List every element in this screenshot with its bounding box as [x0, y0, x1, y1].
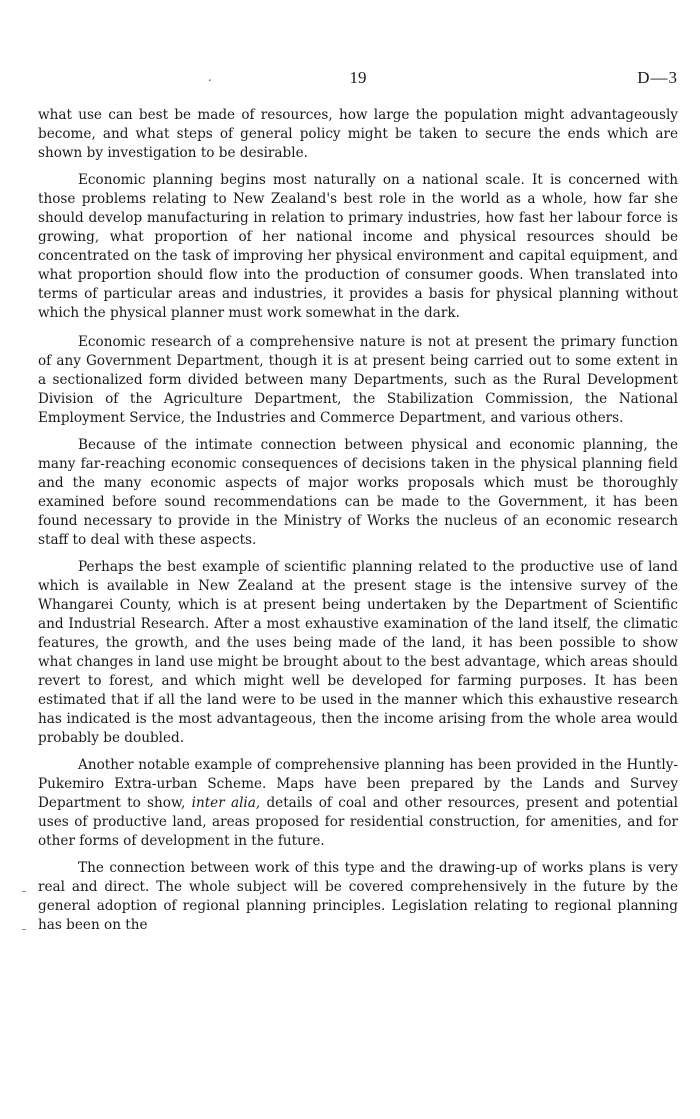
paragraph-works-plans: The connection between work of this type and the drawing-up of works plans is very real and direct. The whole subject will be covered comprehensively in the future by the general adoption of regional planning principles. Legislation relating to regional planning has been on the — [38, 860, 678, 933]
margin-mark — [22, 929, 26, 930]
paragraph-economic-planning: Economic planning begins most naturally on a national scale. It is concerned with those problems relating to New Zealand's best role in the world as a whole, how far she should develop manufacturing in relation to primary industries, how fast her labour force is growing, what proportion of her national income and physical resources should be concentrated on the task of improving her physical environment and capital equipment, and what proportion should flow into the production of consumer goods. When translated into terms of particular areas and industries, it provides a basis for physical planning without which the physical planner must work somewhat in the dark. — [38, 172, 678, 321]
document-code: D—3 — [637, 68, 678, 87]
paragraph-continuation: what use can best be made of resources, how large the population might advantageously become, and what steps of general policy might be taken to secure the ends which are shown by investigation to be desirable. — [38, 107, 678, 161]
paragraph-economic-research: Economic research of a comprehensive nature is not at present the primary function of any Government Department, though it is at present being carried out to some extent in a sectionalized form divided between many Departments, such as the Rural Development Division of the Agriculture Department, the Stabilization Commission, the National Employment Service, the Industries and Commerce Department, and various others. — [38, 334, 678, 426]
paragraph-whangarei-survey: Perhaps the best example of scientific planning related to the productive use of land which is available in New Zealand at the present stage is the intensive survey of the Whangarei County, which is at present being undertaken by the Department of Scientific and Industrial Research. After a most exhaustive examination of the land itself, the climatic features, the growth, and the uses being made of the land, it has been possible to show what changes in land use might be brought about to the best advantage, which areas should revert to forest, and which might well be developed for farming purposes. It has been estimated that if all the land were to be used in the manner which this exhaustive research has indicated is the most advantageous, then the income arising from the whole area would probably be doubled. — [38, 559, 678, 746]
margin-mark — [22, 891, 26, 892]
paragraph-intimate-connection: Because of the intimate connection between physical and economic planning, the many far-reaching economic consequences of decisions taken in the physical planning field and the many economic aspects of major works proposals which must be thoroughly examined before sound recommendations can be made to the Government, it has been found necessary to provide in the Ministry of Works the nucleus of an economic research staff to deal with these aspects. — [38, 437, 678, 548]
paragraph-huntly-pukemiro — [38, 756, 678, 851]
page-header — [38, 68, 678, 92]
header-dot: . — [208, 70, 212, 85]
document-body — [38, 106, 678, 943]
latin-phrase: inter alia, — [191, 795, 261, 811]
paragraph-huntly-text-2: details of coal and other resources, present and potential uses of productive land, areas proposed for residential construction, for amenities, and for other forms of development in the future. — [38, 795, 678, 849]
page-number: 19 — [349, 68, 367, 87]
paragraph-huntly-text-1: Another notable example of comprehensive planning has been provided in the Huntly-Pukemiro Extra-urban Scheme. Maps have been prepared by the Lands and Survey Department to show, — [38, 757, 678, 811]
